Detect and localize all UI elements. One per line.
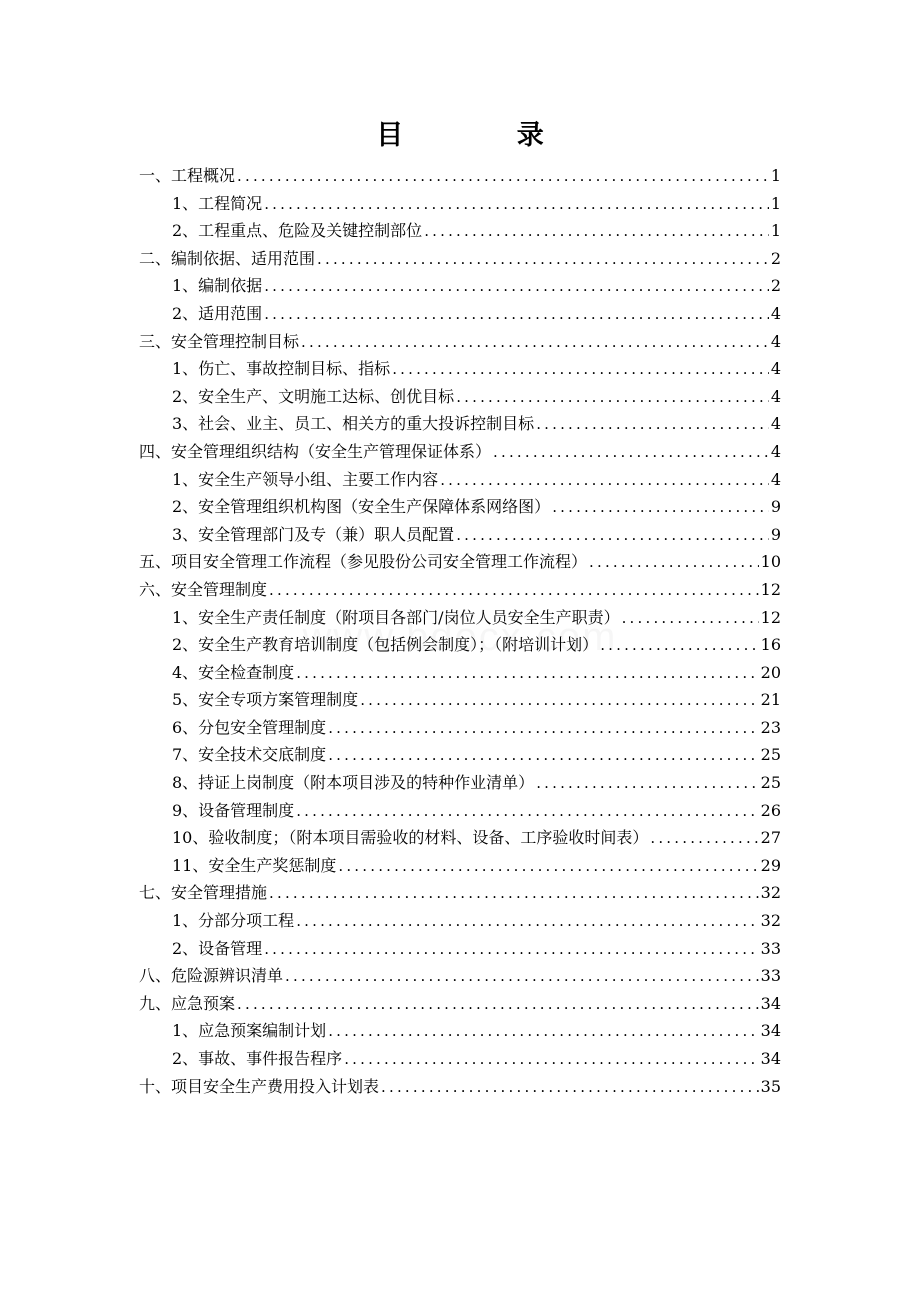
toc-entry-text: 1、分部分项工程 [172, 911, 295, 931]
dot-leader [536, 770, 758, 798]
toc-entry-text: 1、伤亡、事故控制目标、指标 [172, 359, 391, 379]
toc-entry-text: 7、安全技术交底制度 [172, 745, 327, 765]
toc-entry-text: 4、安全检查制度 [172, 662, 295, 682]
toc-subsection-entry[interactable] [139, 300, 781, 328]
toc-entry-text: 11、安全生产奖惩制度 [172, 855, 337, 875]
dot-leader [338, 853, 758, 881]
dot-leader [328, 742, 758, 770]
toc-page-number: 33 [760, 938, 781, 958]
toc-page-number: 32 [760, 911, 781, 931]
toc-entry-text: 2、工程重点、危险及关键控制部位 [172, 221, 423, 241]
toc-subsection-entry[interactable] [139, 769, 781, 797]
dot-leader [392, 356, 769, 384]
toc-page-number: 1 [770, 193, 781, 213]
toc-subsection-entry[interactable] [139, 824, 781, 852]
toc-page-number: 4 [770, 469, 781, 489]
toc-page-number: 4 [770, 303, 781, 323]
toc-subsection-entry[interactable] [139, 852, 781, 880]
toc-section-entry[interactable] [139, 990, 781, 1018]
dot-leader [552, 494, 769, 522]
toc-entry-text: 2、安全生产、文明施工达标、创优目标 [172, 386, 455, 406]
toc-page-number: 16 [760, 635, 781, 655]
toc-entry-text: 6、分包安全管理制度 [172, 717, 327, 737]
toc-subsection-entry[interactable] [139, 1017, 781, 1045]
toc-subsection-entry[interactable] [139, 714, 781, 742]
table-of-contents [139, 162, 781, 1100]
toc-page-number: 9 [770, 524, 781, 544]
toc-page-number: 4 [770, 441, 781, 461]
toc-page-number: 23 [760, 717, 781, 737]
toc-entry-text: 三、安全管理控制目标 [139, 331, 300, 351]
dot-leader [600, 632, 758, 660]
toc-section-entry[interactable] [139, 438, 781, 466]
toc-subsection-entry[interactable] [139, 466, 781, 494]
toc-page-number: 1 [770, 166, 781, 185]
toc-section-entry[interactable] [139, 1073, 781, 1101]
dot-leader [493, 439, 769, 467]
toc-page-number: 4 [770, 386, 781, 406]
toc-page-number: 34 [760, 993, 781, 1013]
dot-leader [328, 715, 758, 743]
toc-entry-text: 8、持证上岗制度（附本项目涉及的特种作业清单） [172, 773, 535, 793]
dot-leader [296, 908, 758, 936]
dot-leader [360, 687, 758, 715]
dot-leader [328, 1018, 758, 1046]
dot-leader [296, 798, 758, 826]
dot-leader [589, 549, 759, 577]
toc-subsection-entry[interactable] [139, 741, 781, 769]
toc-entry-text: 9、设备管理制度 [172, 800, 295, 820]
toc-subsection-entry[interactable] [139, 659, 781, 687]
dot-leader [344, 1046, 758, 1074]
toc-subsection-entry[interactable] [139, 521, 781, 549]
toc-entry-text: 2、设备管理 [172, 938, 263, 958]
toc-page-number: 2 [770, 248, 781, 268]
toc-page-number: 1 [770, 221, 781, 241]
dot-leader [237, 163, 769, 191]
dot-leader [317, 246, 769, 274]
toc-entry-text: 十、项目安全生产费用投入计划表 [139, 1076, 380, 1096]
toc-page-number: 21 [760, 690, 781, 710]
toc-page-number: 20 [760, 662, 781, 682]
toc-section-entry[interactable] [139, 162, 781, 190]
toc-subsection-entry[interactable] [139, 383, 781, 411]
toc-page-number: 32 [760, 883, 781, 903]
toc-entry-text: 10、验收制度；（附本项目需验收的材料、设备、工序验收时间表） [172, 828, 649, 848]
dot-leader [440, 467, 769, 495]
toc-entry-text: 1、编制依据 [172, 276, 263, 296]
dot-leader [269, 880, 759, 908]
dot-leader [264, 191, 769, 219]
toc-entry-text: 2、安全生产教育培训制度（包括例会制度）；（附培训计划） [172, 635, 599, 655]
toc-entry-text: 一、工程概况 [139, 166, 236, 185]
toc-subsection-entry[interactable] [139, 493, 781, 521]
toc-page-number: 12 [760, 579, 781, 599]
toc-page-number: 34 [760, 1049, 781, 1068]
toc-entry-text: 2、事故、事件报告程序 [172, 1049, 343, 1068]
toc-subsection-entry[interactable] [139, 935, 781, 963]
toc-subsection-entry[interactable] [139, 1045, 781, 1073]
toc-entry-text: 3、社会、业主、员工、相关方的重大投诉控制目标 [172, 414, 535, 434]
toc-entry-text: 四、安全管理组织结构（安全生产管理保证体系） [139, 441, 492, 461]
toc-subsection-entry[interactable] [139, 272, 781, 300]
toc-section-entry[interactable] [139, 576, 781, 604]
toc-subsection-entry[interactable] [139, 797, 781, 825]
toc-section-entry[interactable] [139, 962, 781, 990]
toc-page-number: 35 [760, 1076, 781, 1096]
dot-leader [456, 384, 769, 412]
toc-page-number: 34 [760, 1021, 781, 1041]
dot-leader [536, 411, 769, 439]
dot-leader [296, 660, 758, 688]
dot-leader [285, 963, 759, 991]
dot-leader [264, 273, 769, 301]
toc-page-number: 2 [770, 276, 781, 296]
toc-entry-text: 六、安全管理制度 [139, 579, 268, 599]
toc-page-number: 25 [760, 773, 781, 793]
toc-entry-text: 3、安全管理部门及专（兼）职人员配置 [172, 524, 455, 544]
dot-leader [424, 218, 769, 246]
toc-entry-text: 1、安全生产责任制度（附项目各部门/岗位人员安全生产职责） [172, 607, 620, 627]
toc-page-number: 25 [760, 745, 781, 765]
toc-title: 目 录 [376, 120, 596, 151]
dot-leader [301, 329, 769, 357]
dot-leader [622, 605, 759, 633]
dot-leader [264, 301, 769, 329]
toc-entry-text: 九、应急预案 [139, 993, 236, 1013]
dot-leader [264, 936, 758, 964]
dot-leader [269, 577, 759, 605]
toc-entry-text: 2、适用范围 [172, 303, 263, 323]
toc-entry-text: 八、危险源辨识清单 [139, 966, 284, 986]
toc-entry-text: 二、编制依据、适用范围 [139, 248, 316, 268]
toc-subsection-entry[interactable] [139, 907, 781, 935]
toc-page-number: 27 [760, 828, 781, 848]
toc-subsection-entry[interactable] [139, 410, 781, 438]
toc-entry-text: 1、工程简况 [172, 193, 263, 213]
toc-entry-text: 5、安全专项方案管理制度 [172, 690, 359, 710]
toc-page-number: 4 [770, 359, 781, 379]
toc-subsection-entry[interactable] [139, 190, 781, 218]
dot-leader [237, 991, 759, 1019]
toc-page-number: 4 [770, 331, 781, 351]
toc-page-number: 33 [760, 966, 781, 986]
toc-page-number: 29 [760, 855, 781, 875]
toc-page-number: 4 [770, 414, 781, 434]
toc-section-entry[interactable] [139, 879, 781, 907]
toc-page-number: 9 [770, 497, 781, 517]
toc-subsection-entry[interactable] [139, 217, 781, 245]
toc-entry-text: 1、应急预案编制计划 [172, 1021, 327, 1041]
toc-entry-text: 五、项目安全管理工作流程（参见股份公司安全管理工作流程） [139, 552, 588, 572]
toc-subsection-entry[interactable] [139, 631, 781, 659]
toc-entry-text: 2、安全管理组织机构图（安全生产保障体系网络图） [172, 497, 551, 517]
toc-page-number: 26 [760, 800, 781, 820]
dot-leader [456, 522, 769, 550]
toc-subsection-entry[interactable] [139, 686, 781, 714]
toc-subsection-entry[interactable] [139, 604, 781, 632]
toc-section-entry[interactable] [139, 548, 781, 576]
toc-section-entry[interactable] [139, 328, 781, 356]
toc-page-number: 12 [760, 607, 781, 627]
dot-leader [381, 1074, 759, 1102]
toc-entry-text: 1、安全生产领导小组、主要工作内容 [172, 469, 439, 489]
toc-subsection-entry[interactable] [139, 355, 781, 383]
toc-entry-text: 七、安全管理措施 [139, 883, 268, 903]
toc-page-number: 10 [760, 552, 781, 572]
toc-section-entry[interactable] [139, 245, 781, 273]
dot-leader [650, 825, 758, 853]
